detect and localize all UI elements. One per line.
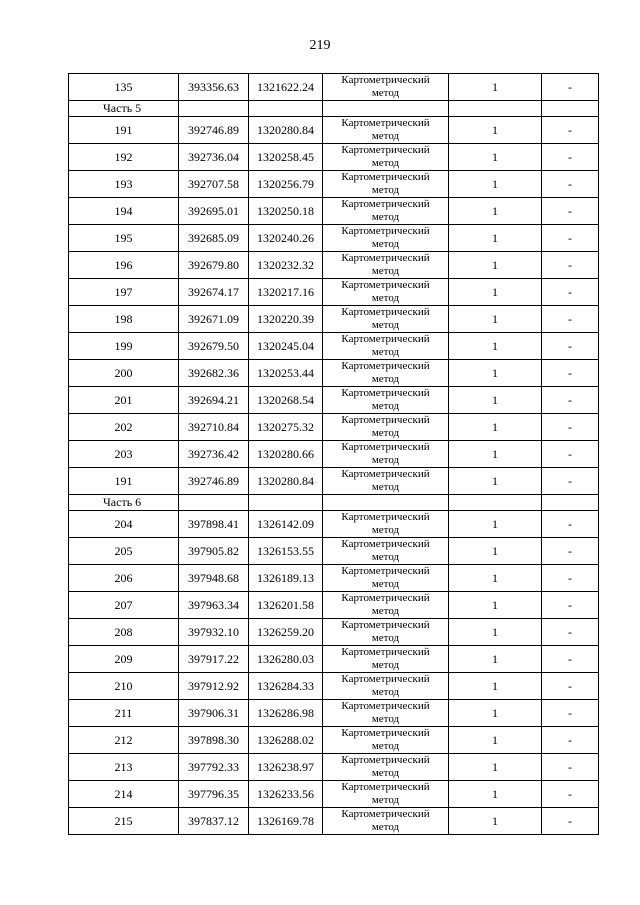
method-text-line2: метод (371, 157, 400, 169)
y-coordinate-cell: 1320268.54 (249, 387, 323, 414)
part-header-row (69, 101, 599, 117)
accuracy-cell: 1 (449, 468, 542, 495)
point-number-cell: 213 (69, 754, 179, 781)
method-text-line1: Картометрический (341, 144, 430, 156)
table-row (69, 198, 599, 225)
description-cell: - (542, 700, 599, 727)
accuracy-cell: 1 (449, 333, 542, 360)
accuracy-cell: 1 (449, 279, 542, 306)
y-coordinate-cell: 1326169.78 (249, 808, 323, 835)
description-cell: - (542, 171, 599, 198)
point-number-cell: 199 (69, 333, 179, 360)
y-coordinate-cell: 1326201.58 (249, 592, 323, 619)
accuracy-cell: 1 (449, 673, 542, 700)
point-number-cell: 198 (69, 306, 179, 333)
method-cell (323, 700, 449, 727)
method-text-line1: Картометрический (341, 306, 430, 318)
method-text-line2: метод (371, 454, 400, 466)
accuracy-cell: 1 (449, 306, 542, 333)
method-text-line1: Картометрический (341, 592, 430, 604)
method-cell (323, 781, 449, 808)
method-text-line1: Картометрический (341, 808, 430, 820)
method-text-line2: метод (371, 238, 400, 250)
method-text-line2: метод (371, 659, 400, 671)
method-cell (323, 754, 449, 781)
accuracy-cell: 1 (449, 511, 542, 538)
empty-cell (249, 495, 323, 511)
y-coordinate-cell: 1326142.09 (249, 511, 323, 538)
point-number-cell: 135 (69, 74, 179, 101)
y-coordinate-cell: 1326284.33 (249, 673, 323, 700)
empty-cell (249, 101, 323, 117)
method-text-line1: Картометрический (341, 387, 430, 399)
point-number-cell: 191 (69, 117, 179, 144)
table-row (69, 727, 599, 754)
point-number-cell: 193 (69, 171, 179, 198)
method-cell (323, 74, 449, 101)
method-cell (323, 441, 449, 468)
point-number-cell: 210 (69, 673, 179, 700)
table-row (69, 754, 599, 781)
point-number-cell: 202 (69, 414, 179, 441)
y-coordinate-cell: 1326153.55 (249, 538, 323, 565)
method-text-line2: метод (371, 265, 400, 277)
table-row (69, 252, 599, 279)
point-number-cell: 203 (69, 441, 179, 468)
accuracy-cell: 1 (449, 781, 542, 808)
description-cell: - (542, 727, 599, 754)
method-text-line1: Картометрический (341, 74, 430, 86)
point-number-cell: 215 (69, 808, 179, 835)
method-text-line2: метод (371, 87, 400, 99)
method-text-line1: Картометрический (341, 333, 430, 345)
accuracy-cell: 1 (449, 727, 542, 754)
x-coordinate-cell: 392682.36 (179, 360, 249, 387)
method-text-line1: Картометрический (341, 619, 430, 631)
table-row (69, 171, 599, 198)
x-coordinate-cell: 392707.58 (179, 171, 249, 198)
point-number-cell: 214 (69, 781, 179, 808)
x-coordinate-cell: 397792.33 (179, 754, 249, 781)
accuracy-cell: 1 (449, 387, 542, 414)
method-cell (323, 225, 449, 252)
description-cell: - (542, 673, 599, 700)
x-coordinate-cell: 392694.21 (179, 387, 249, 414)
method-cell (323, 414, 449, 441)
y-coordinate-cell: 1320220.39 (249, 306, 323, 333)
accuracy-cell: 1 (449, 198, 542, 225)
x-coordinate-cell: 392746.89 (179, 468, 249, 495)
method-text-line1: Картометрический (341, 468, 430, 480)
coordinates-table (68, 73, 599, 835)
method-cell (323, 673, 449, 700)
description-cell: - (542, 144, 599, 171)
method-text-line1: Картометрический (341, 171, 430, 183)
part-header-row (69, 495, 599, 511)
description-cell: - (542, 781, 599, 808)
y-coordinate-cell: 1320217.16 (249, 279, 323, 306)
y-coordinate-cell: 1320280.84 (249, 117, 323, 144)
table-row (69, 808, 599, 835)
point-number-cell: 192 (69, 144, 179, 171)
method-cell (323, 198, 449, 225)
accuracy-cell: 1 (449, 808, 542, 835)
y-coordinate-cell: 1320275.32 (249, 414, 323, 441)
method-text-line1: Картометрический (341, 360, 430, 372)
table-row (69, 144, 599, 171)
description-cell: - (542, 619, 599, 646)
method-text-line1: Картометрический (341, 252, 430, 264)
description-cell: - (542, 225, 599, 252)
accuracy-cell: 1 (449, 171, 542, 198)
y-coordinate-cell: 1326259.20 (249, 619, 323, 646)
empty-cell (449, 495, 542, 511)
x-coordinate-cell: 392679.50 (179, 333, 249, 360)
method-text-line1: Картометрический (341, 225, 430, 237)
x-coordinate-cell: 397898.30 (179, 727, 249, 754)
table-row (69, 414, 599, 441)
table-row (69, 700, 599, 727)
method-text-line2: метод (371, 400, 400, 412)
method-text-line2: метод (371, 373, 400, 385)
method-text-line1: Картометрический (341, 700, 430, 712)
method-cell (323, 360, 449, 387)
method-text-line2: метод (371, 821, 400, 833)
accuracy-cell: 1 (449, 592, 542, 619)
accuracy-cell: 1 (449, 360, 542, 387)
x-coordinate-cell: 397963.34 (179, 592, 249, 619)
part-label: Часть 6 (69, 495, 179, 511)
empty-cell (179, 101, 249, 117)
description-cell: - (542, 414, 599, 441)
table-row (69, 306, 599, 333)
method-cell (323, 727, 449, 754)
x-coordinate-cell: 397932.10 (179, 619, 249, 646)
method-cell (323, 808, 449, 835)
table-row (69, 279, 599, 306)
point-number-cell: 191 (69, 468, 179, 495)
point-number-cell: 209 (69, 646, 179, 673)
accuracy-cell: 1 (449, 414, 542, 441)
method-text-line2: метод (371, 686, 400, 698)
part-label: Часть 5 (69, 101, 179, 117)
method-text-line2: метод (371, 767, 400, 779)
table-row (69, 333, 599, 360)
page-number: 219 (309, 38, 331, 53)
method-text-line2: метод (371, 481, 400, 493)
method-cell (323, 252, 449, 279)
method-text-line1: Картометрический (341, 198, 430, 210)
description-cell: - (542, 538, 599, 565)
table-row (69, 74, 599, 101)
description-cell: - (542, 279, 599, 306)
y-coordinate-cell: 1326286.98 (249, 700, 323, 727)
description-cell: - (542, 252, 599, 279)
method-text-line2: метод (371, 427, 400, 439)
method-text-line2: метод (371, 605, 400, 617)
description-cell: - (542, 306, 599, 333)
point-number-cell: 204 (69, 511, 179, 538)
accuracy-cell: 1 (449, 538, 542, 565)
y-coordinate-cell: 1320245.04 (249, 333, 323, 360)
x-coordinate-cell: 397912.92 (179, 673, 249, 700)
method-cell (323, 117, 449, 144)
empty-cell (542, 495, 599, 511)
method-text-line1: Картометрический (341, 511, 430, 523)
method-text-line1: Картометрический (341, 565, 430, 577)
method-cell (323, 306, 449, 333)
accuracy-cell: 1 (449, 441, 542, 468)
table-row (69, 565, 599, 592)
empty-cell (179, 495, 249, 511)
x-coordinate-cell: 397905.82 (179, 538, 249, 565)
method-text-line2: метод (371, 292, 400, 304)
y-coordinate-cell: 1326280.03 (249, 646, 323, 673)
description-cell: - (542, 808, 599, 835)
description-cell: - (542, 74, 599, 101)
empty-cell (323, 495, 449, 511)
x-coordinate-cell: 397796.35 (179, 781, 249, 808)
point-number-cell: 206 (69, 565, 179, 592)
accuracy-cell: 1 (449, 754, 542, 781)
y-coordinate-cell: 1326238.97 (249, 754, 323, 781)
accuracy-cell: 1 (449, 117, 542, 144)
x-coordinate-cell: 392736.42 (179, 441, 249, 468)
point-number-cell: 195 (69, 225, 179, 252)
description-cell: - (542, 198, 599, 225)
point-number-cell: 194 (69, 198, 179, 225)
table-row (69, 225, 599, 252)
method-text-line2: метод (371, 713, 400, 725)
table-row (69, 511, 599, 538)
accuracy-cell: 1 (449, 74, 542, 101)
point-number-cell: 212 (69, 727, 179, 754)
accuracy-cell: 1 (449, 646, 542, 673)
method-cell (323, 279, 449, 306)
y-coordinate-cell: 1320240.26 (249, 225, 323, 252)
x-coordinate-cell: 397898.41 (179, 511, 249, 538)
method-cell (323, 468, 449, 495)
accuracy-cell: 1 (449, 619, 542, 646)
y-coordinate-cell: 1320280.66 (249, 441, 323, 468)
description-cell: - (542, 511, 599, 538)
description-cell: - (542, 441, 599, 468)
method-text-line2: метод (371, 319, 400, 331)
x-coordinate-cell: 397917.22 (179, 646, 249, 673)
x-coordinate-cell: 392685.09 (179, 225, 249, 252)
y-coordinate-cell: 1326189.13 (249, 565, 323, 592)
y-coordinate-cell: 1320258.45 (249, 144, 323, 171)
method-cell (323, 333, 449, 360)
x-coordinate-cell: 392674.17 (179, 279, 249, 306)
method-text-line2: метод (371, 551, 400, 563)
method-cell (323, 511, 449, 538)
x-coordinate-cell: 397837.12 (179, 808, 249, 835)
x-coordinate-cell: 392679.80 (179, 252, 249, 279)
method-cell (323, 619, 449, 646)
method-text-line1: Картометрический (341, 754, 430, 766)
table-row (69, 117, 599, 144)
description-cell: - (542, 468, 599, 495)
x-coordinate-cell: 392746.89 (179, 117, 249, 144)
method-cell (323, 565, 449, 592)
method-text-line2: метод (371, 346, 400, 358)
point-number-cell: 196 (69, 252, 179, 279)
table-row (69, 646, 599, 673)
accuracy-cell: 1 (449, 144, 542, 171)
x-coordinate-cell: 392671.09 (179, 306, 249, 333)
x-coordinate-cell: 392695.01 (179, 198, 249, 225)
y-coordinate-cell: 1320256.79 (249, 171, 323, 198)
empty-cell (449, 101, 542, 117)
point-number-cell: 200 (69, 360, 179, 387)
method-text-line1: Картометрический (341, 441, 430, 453)
table-row (69, 441, 599, 468)
accuracy-cell: 1 (449, 565, 542, 592)
method-text-line1: Картометрический (341, 538, 430, 550)
method-text-line1: Картометрический (341, 279, 430, 291)
table-row (69, 387, 599, 414)
description-cell: - (542, 360, 599, 387)
description-cell: - (542, 117, 599, 144)
description-cell: - (542, 565, 599, 592)
description-cell: - (542, 754, 599, 781)
accuracy-cell: 1 (449, 225, 542, 252)
empty-cell (323, 101, 449, 117)
method-text-line1: Картометрический (341, 414, 430, 426)
table-row (69, 619, 599, 646)
y-coordinate-cell: 1326288.02 (249, 727, 323, 754)
x-coordinate-cell: 397948.68 (179, 565, 249, 592)
method-cell (323, 144, 449, 171)
table-row (69, 673, 599, 700)
method-text-line1: Картометрический (341, 646, 430, 658)
description-cell: - (542, 333, 599, 360)
table-row (69, 468, 599, 495)
description-cell: - (542, 646, 599, 673)
x-coordinate-cell: 397906.31 (179, 700, 249, 727)
accuracy-cell: 1 (449, 700, 542, 727)
y-coordinate-cell: 1320253.44 (249, 360, 323, 387)
method-text-line2: метод (371, 740, 400, 752)
method-text-line1: Картометрический (341, 781, 430, 793)
method-cell (323, 646, 449, 673)
table-row (69, 781, 599, 808)
method-cell (323, 538, 449, 565)
table-row (69, 538, 599, 565)
description-cell: - (542, 592, 599, 619)
method-cell (323, 387, 449, 414)
y-coordinate-cell: 1320250.18 (249, 198, 323, 225)
method-text-line1: Картометрический (341, 727, 430, 739)
method-cell (323, 171, 449, 198)
method-text-line1: Картометрический (341, 117, 430, 129)
method-text-line2: метод (371, 211, 400, 223)
accuracy-cell: 1 (449, 252, 542, 279)
method-text-line2: метод (371, 130, 400, 142)
x-coordinate-cell: 392710.84 (179, 414, 249, 441)
x-coordinate-cell: 392736.04 (179, 144, 249, 171)
point-number-cell: 207 (69, 592, 179, 619)
point-number-cell: 201 (69, 387, 179, 414)
method-text-line1: Картометрический (341, 673, 430, 685)
method-text-line2: метод (371, 794, 400, 806)
point-number-cell: 205 (69, 538, 179, 565)
table-body (69, 74, 599, 835)
description-cell: - (542, 387, 599, 414)
method-text-line2: метод (371, 578, 400, 590)
point-number-cell: 197 (69, 279, 179, 306)
empty-cell (542, 101, 599, 117)
method-text-line2: метод (371, 524, 400, 536)
method-text-line2: метод (371, 184, 400, 196)
y-coordinate-cell: 1326233.56 (249, 781, 323, 808)
method-text-line2: метод (371, 632, 400, 644)
table-row (69, 360, 599, 387)
y-coordinate-cell: 1320280.84 (249, 468, 323, 495)
y-coordinate-cell: 1320232.32 (249, 252, 323, 279)
y-coordinate-cell: 1321622.24 (249, 74, 323, 101)
table-row (69, 592, 599, 619)
point-number-cell: 211 (69, 700, 179, 727)
x-coordinate-cell: 393356.63 (179, 74, 249, 101)
method-cell (323, 592, 449, 619)
point-number-cell: 208 (69, 619, 179, 646)
